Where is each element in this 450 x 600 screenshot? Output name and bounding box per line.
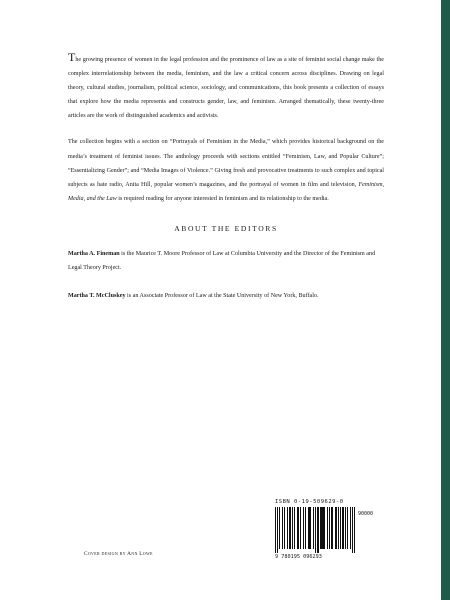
editors-heading: ABOUT THE EDITORS (174, 223, 278, 233)
barcode-bars (275, 507, 355, 553)
editor-1-name: Martha A. Fineman (68, 250, 120, 257)
collection-paragraph (68, 135, 384, 205)
drop-cap: T (68, 50, 76, 64)
intro-paragraph (68, 52, 384, 123)
editor-1 (68, 247, 384, 275)
barcode-bar (354, 507, 355, 553)
editor-2-name: Martha T. McCluskey (68, 293, 126, 300)
barcode-block (275, 499, 387, 565)
editor-1-bio: is the Maurice T. Moore Professor of Law at Columbia University and the Director of the Feminism and Legal Theory Project. (68, 250, 376, 272)
ean-number: 9 780195 096293 (275, 554, 322, 560)
book-title-inline: Feminism, Media, and the Law (68, 181, 384, 202)
collection-text-2: is required reading for anyone interested in feminism and its relationship to the media. (116, 195, 329, 202)
editor-2-bio: is an Associate Professor of Law at the State University of New York, Buffalo. (125, 293, 319, 300)
isbn-number: ISBN 0-19-509629-0 (275, 499, 344, 505)
cover-credit: Cover design by Ann Lowe (84, 551, 153, 557)
editor-2 (68, 289, 384, 303)
collection-text-1: The collection begins with a section on “Portrayals of Feminism in the Media,” which provides historical background on the media’s treatment of feminist issues. The anthology proceeds with sections entitled “Feminism, Law, and Popular Culture”; “Essentializing Gender”; and “Media Images of Violence.” Giving fresh and provocative treatments to such complex and topical subjects as hate radio, Anita Hill, popular women’s magazines, and the portrayal of women in film and television, (68, 139, 384, 188)
price-code: 90000 (358, 511, 374, 517)
intro-text: he growing presence of women in the legal profession and the prominence of law as a site of feminist social change make the complex interrelationship between the media, feminism, and the law a critical concern across disciplines. Drawing on legal theory, cultural studies, journalism, political science, sociology, and communications, this book presents a collection of essays that explore how the media represents and constructs gender, law, and feminism. Arranged thematically, these twenty-three articles are the work of distinguished academics and activists. (68, 57, 384, 120)
back-cover-text (68, 52, 384, 317)
spine-edge (441, 0, 450, 600)
